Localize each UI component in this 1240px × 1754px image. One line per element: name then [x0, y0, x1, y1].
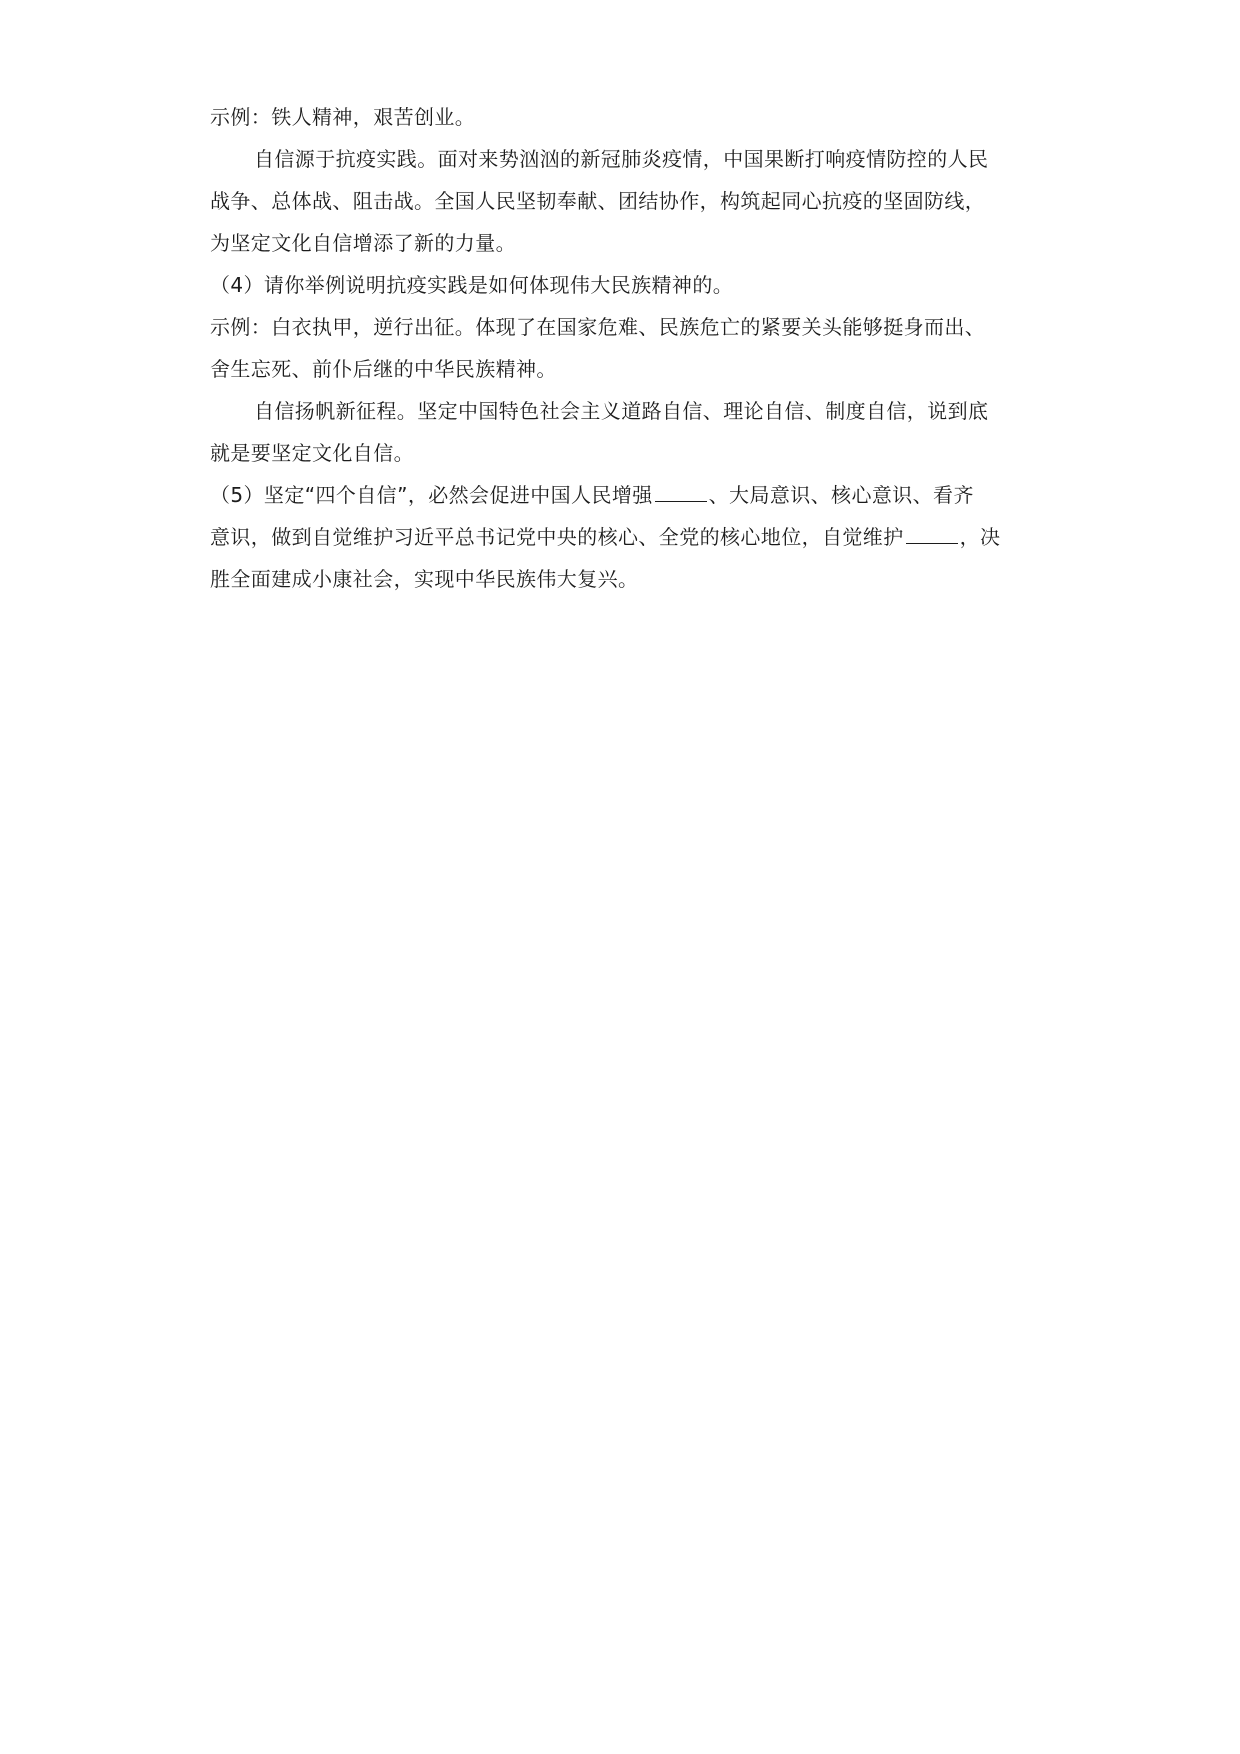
question-5-line-3: 胜全面建成小康社会，实现中华民族伟大复兴。 — [210, 567, 639, 591]
document-body — [210, 96, 1040, 600]
question-5-line-2-text-a: 意识，做到自觉维护习近平总书记党中央的核心、全党的核心地位，自觉维护 — [210, 525, 904, 549]
paragraph-anti-epidemic-line-2: 战争、总体战、阻击战。全国人民坚韧奉献、团结协作，构筑起同心抗疫的坚固防线， — [210, 189, 986, 213]
paragraph-anti-epidemic-line-3: 为坚定文化自信增添了新的力量。 — [210, 231, 516, 255]
question-5-line-1 — [210, 474, 1040, 516]
question-4: （4）请你举例说明抗疫实践是如何体现伟大民族精神的。 — [210, 273, 734, 297]
example-2-line-2: 舍生忘死、前仆后继的中华民族精神。 — [210, 357, 557, 381]
question-5-line-2 — [210, 516, 1040, 558]
answer-blank-1[interactable] — [655, 483, 707, 502]
question-5-line-2-text-b: ，决 — [959, 525, 1001, 549]
question-5-line-1-text-b: 、大局意识、核心意识、看齐 — [708, 483, 974, 507]
paragraph-anti-epidemic-line-1: 自信源于抗疫实践。面对来势汹汹的新冠肺炎疫情，中国果断打响疫情防控的人民 — [254, 147, 989, 171]
example-2-line-1: 示例：白衣执甲，逆行出征。体现了在国家危难、民族危亡的紧要关头能够挺身而出、 — [210, 315, 986, 339]
example-1: 示例：铁人精神，艰苦创业。 — [210, 105, 476, 129]
answer-blank-2[interactable] — [906, 525, 958, 544]
paragraph-new-journey-line-2: 就是要坚定文化自信。 — [210, 441, 414, 465]
question-5-line-1-text-a: （5）坚定“四个自信”，必然会促进中国人民增强 — [210, 483, 653, 507]
paragraph-new-journey-line-1: 自信扬帆新征程。坚定中国特色社会主义道路自信、理论自信、制度自信，说到底 — [254, 399, 989, 423]
